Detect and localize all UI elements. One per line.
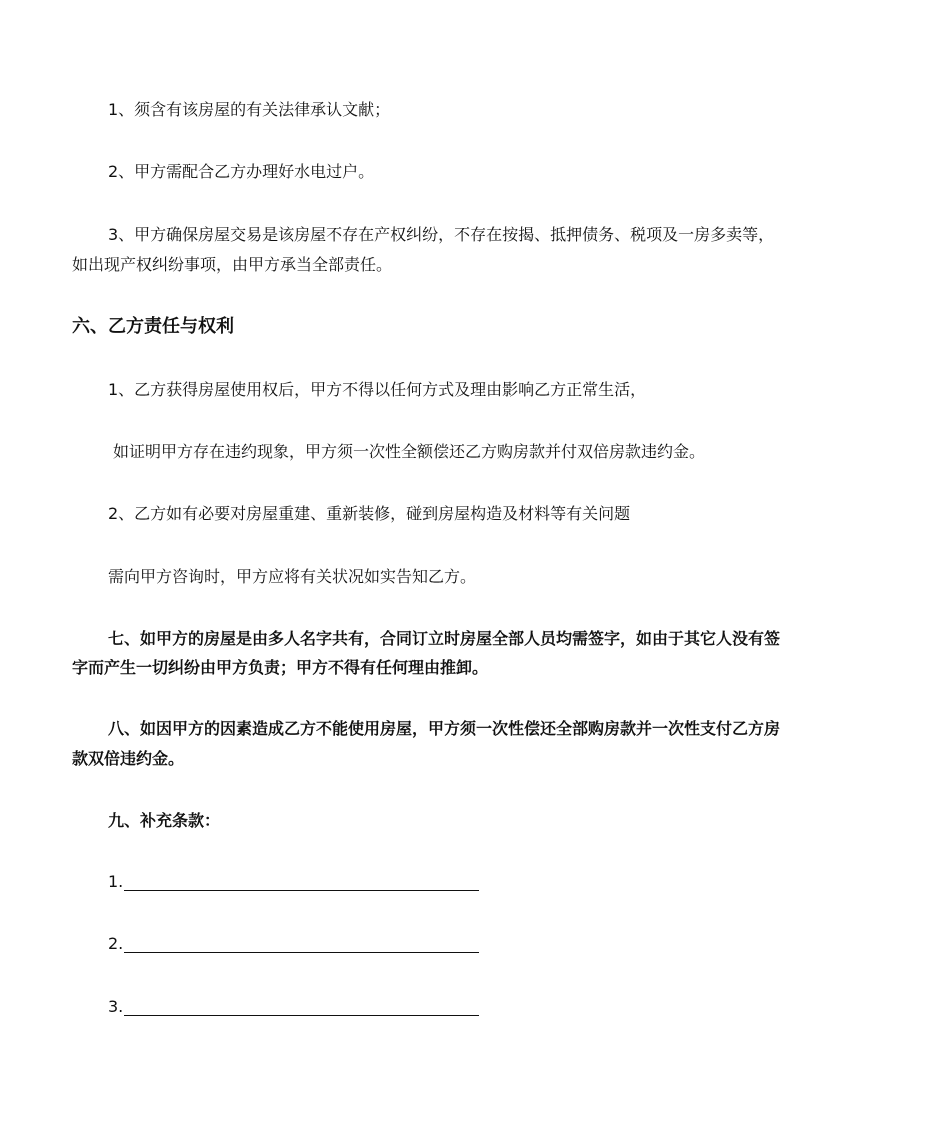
clause-6-item-1-line-1: 1、乙方获得房屋使用权后，甲方不得以任何方式及理由影响乙方正常生活， xyxy=(108,380,647,399)
supplement-blank-number: 3. xyxy=(108,997,124,1016)
supplement-blank-2 xyxy=(108,934,479,954)
clause-7-line-2: 字而产生一切纠纷由甲方负责；甲方不得有任何理由推卸。 xyxy=(72,658,489,677)
clause-5-item-3-line-1: 3、甲方确保房屋交易是该房屋不存在产权纠纷，不存在按揭、抵押债务、税项及一房多卖等， xyxy=(108,225,775,244)
clause-6-item-1-line-2: 如证明甲方存在违约现象，甲方须一次性全额偿还乙方购房款并付双倍房款违约金。 xyxy=(113,442,706,461)
clause-8-line-1: 八、如因甲方的因素造成乙方不能使用房屋，甲方须一次性偿还全部购房款并一次性支付乙方房 xyxy=(108,719,781,738)
supplement-blank-3 xyxy=(108,997,479,1017)
clause-8-line-2: 款双倍违约金。 xyxy=(72,749,185,768)
supplement-blank-underline xyxy=(124,1015,479,1016)
clause-7-line-1: 七、如甲方的房屋是由多人名字共有，合同订立时房屋全部人员均需签字，如由于其它人没有签 xyxy=(108,629,781,648)
supplement-blank-underline xyxy=(124,890,479,891)
section-6-heading: 六、乙方责任与权利 xyxy=(72,316,234,337)
supplement-blank-underline xyxy=(124,952,479,953)
clause-5-item-1: 1、须含有该房屋的有关法律承认文献； xyxy=(108,100,391,119)
clause-6-item-2-line-2: 需向甲方咨询时，甲方应将有关状况如实告知乙方。 xyxy=(108,567,477,586)
supplement-blank-number: 1. xyxy=(108,872,124,891)
clause-5-item-3-line-2: 如出现产权纠纷事项，由甲方承当全部责任。 xyxy=(72,255,393,274)
clause-6-item-2-line-1: 2、乙方如有必要对房屋重建、重新装修，碰到房屋构造及材料等有关问题 xyxy=(108,504,631,523)
clause-5-item-2: 2、甲方需配合乙方办理好水电过户。 xyxy=(108,162,375,181)
section-9-heading: 九、补充条款： xyxy=(108,811,221,830)
supplement-blank-number: 2. xyxy=(108,934,124,953)
supplement-blank-1 xyxy=(108,872,479,892)
